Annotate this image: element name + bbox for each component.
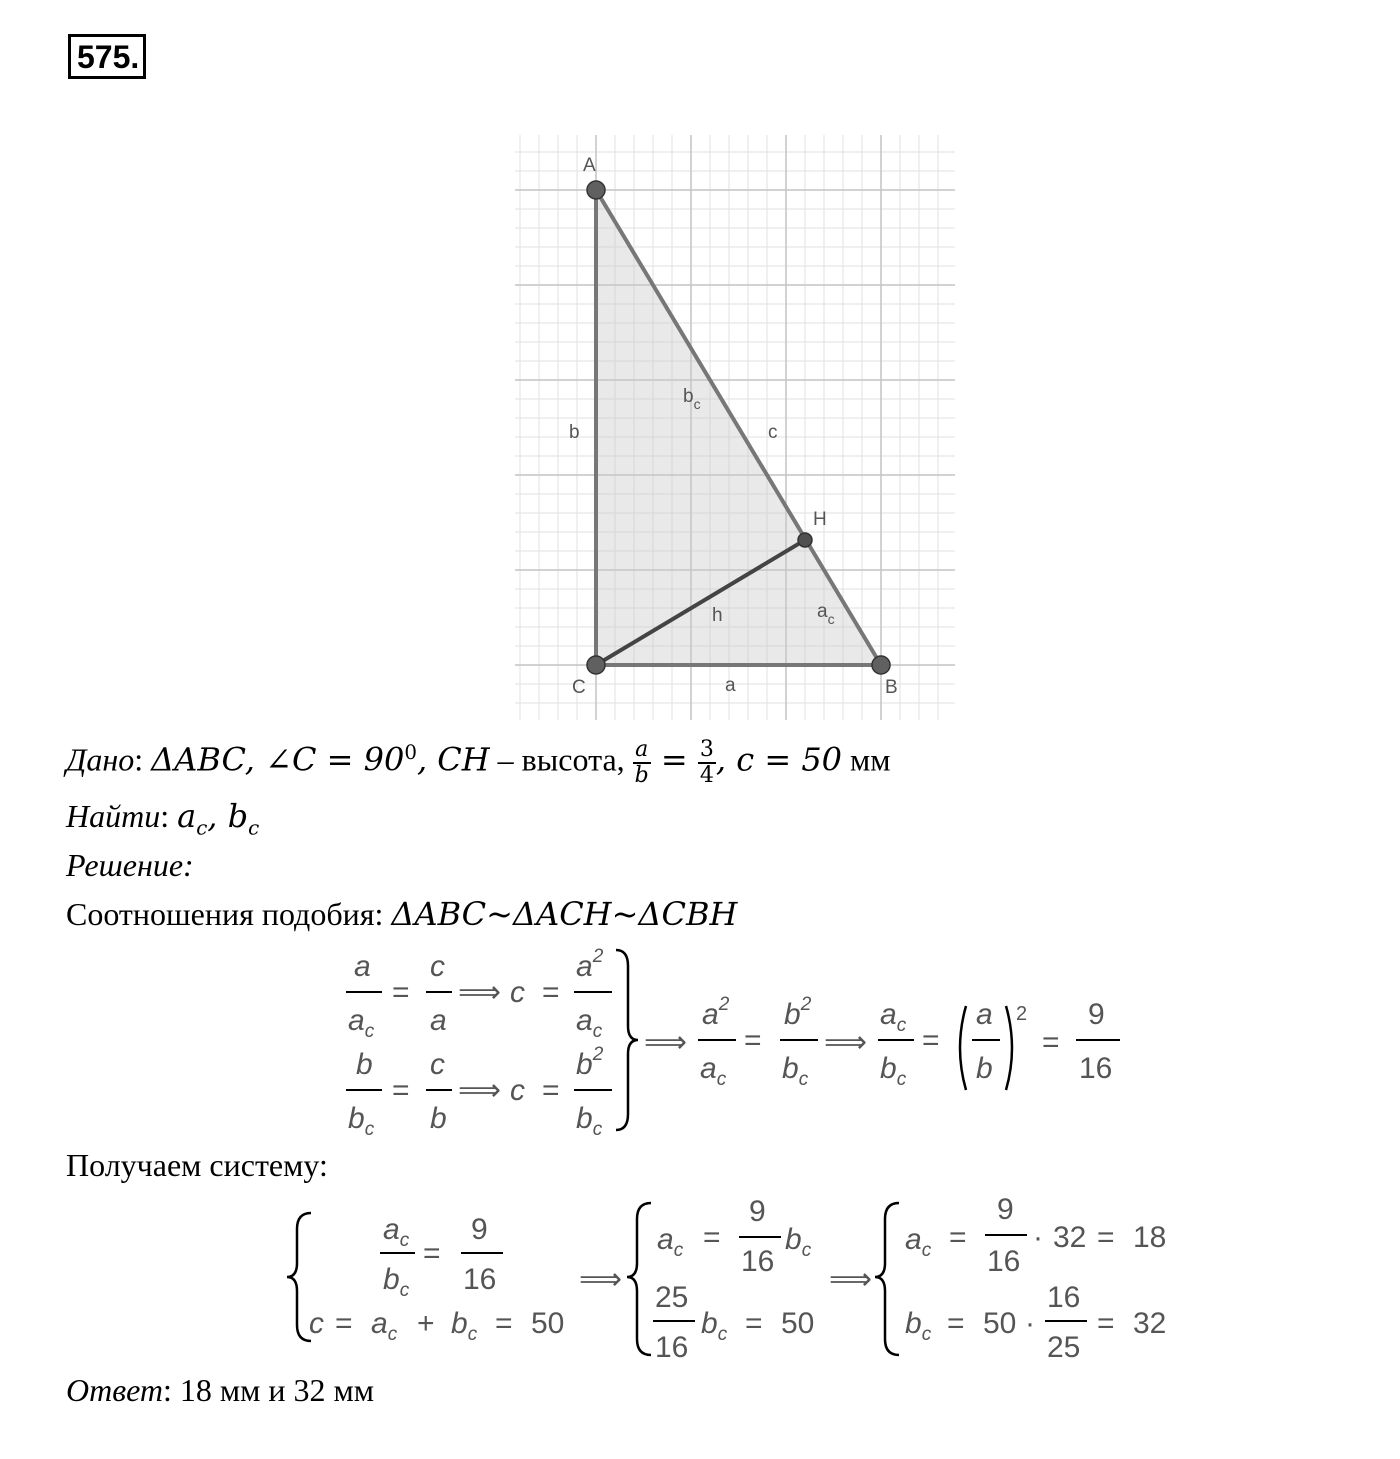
svg-text:b: b (976, 1052, 993, 1085)
svg-text:16: 16 (1079, 1052, 1113, 1085)
svg-text:c: c (510, 976, 525, 1009)
svg-text:16: 16 (741, 1245, 775, 1278)
svg-text:bc: $b_c$ (383, 1263, 410, 1301)
svg-text:⟹: ⟹ (644, 1026, 688, 1059)
svg-text:=: = (495, 1307, 513, 1340)
svg-text:bc: $b_c$ (880, 1052, 907, 1090)
svg-text:+: + (417, 1307, 435, 1340)
system-intro: Получаем систему: (66, 1147, 328, 1183)
system-derivation (285, 1185, 1195, 1365)
svg-text:=: = (423, 1237, 441, 1270)
svg-text:bc: $b_c$ (905, 1307, 932, 1345)
svg-text:=: = (392, 1074, 410, 1107)
svg-text:a: a (976, 998, 993, 1031)
svg-text:a: a (354, 950, 371, 983)
label-c: C (572, 677, 586, 698)
svg-text:c: c (309, 1307, 324, 1340)
svg-text:=: = (745, 1307, 763, 1340)
svg-text:a: a (430, 1004, 447, 1037)
svg-text:=: = (922, 1024, 940, 1057)
svg-text:ac: $a_c$ (371, 1307, 398, 1345)
triangle-figure (515, 135, 955, 720)
svg-text:16: 16 (463, 1263, 497, 1296)
svg-text:2: 2 (1016, 1003, 1028, 1025)
svg-text:bc: $b_c$ (576, 1102, 603, 1140)
svg-text:bc: $b_c$ (785, 1223, 812, 1261)
similarity-derivation (330, 940, 1130, 1140)
given-line: Дано: ΔABC, ∠C = $90^0$, CH – высота, $\frac{a}{b}$ = $\frac{3}{4}$ , c = 50 мм (66, 737, 891, 789)
svg-text:50: 50 (983, 1307, 1017, 1340)
svg-text:16: 16 (655, 1331, 689, 1364)
svg-text:25: 25 (655, 1281, 689, 1314)
svg-text:ac: $a_c$ (348, 1004, 375, 1042)
svg-text:16: 16 (987, 1245, 1021, 1278)
svg-text:⟹: ⟹ (829, 1263, 873, 1296)
label-bc: $b_c$ (683, 386, 701, 412)
svg-text:bc: $b_c$ (782, 1052, 809, 1090)
label-h: H (813, 509, 827, 530)
solution-label: Решение: (66, 847, 194, 883)
similarity-line: Соотношения подобия: ΔABC~ΔACH~ΔCBH (66, 895, 738, 933)
svg-text:·: · (1025, 1307, 1035, 1340)
label-a: A (583, 155, 596, 176)
svg-text:⟹: ⟹ (824, 1026, 868, 1059)
svg-text:ac: $a_c$ (657, 1223, 684, 1261)
point-a (587, 181, 605, 199)
svg-text:b: b (356, 1048, 373, 1081)
answer-line: Ответ: 18 мм и 32 мм (66, 1372, 375, 1408)
svg-text:ac: $a_c$ (880, 998, 907, 1036)
svg-text:bc: $b_c$ (451, 1307, 478, 1345)
given-ratio: $\frac{a}{b}$ (634, 737, 649, 789)
svg-text:b: b (430, 1102, 447, 1135)
svg-text:c: c (430, 1048, 445, 1081)
svg-text:=: = (542, 1074, 560, 1107)
svg-text:⟹: ⟹ (579, 1263, 623, 1296)
svg-text:32: 32 (1053, 1221, 1087, 1254)
point-h (798, 533, 812, 547)
label-b: B (885, 677, 898, 698)
svg-text:=: = (1042, 1026, 1060, 1059)
svg-text:a2: $a^2$ (702, 994, 730, 1031)
svg-text:=: = (335, 1307, 353, 1340)
svg-text:bc: $b_c$ (701, 1307, 728, 1345)
svg-text:b2: $b^2$ (784, 994, 812, 1031)
svg-text:9: 9 (749, 1195, 766, 1228)
svg-text:⟹: ⟹ (458, 1074, 502, 1107)
point-c (587, 656, 605, 674)
svg-text:9: 9 (997, 1193, 1014, 1226)
svg-text:=: = (392, 976, 410, 1009)
svg-text:ac: $a_c$ (700, 1052, 727, 1090)
svg-text:⟹: ⟹ (458, 976, 502, 1009)
svg-text:32: 32 (1133, 1307, 1167, 1340)
svg-text:50: 50 (781, 1307, 815, 1340)
svg-text:=: = (947, 1307, 965, 1340)
label-h-side: h (712, 605, 723, 626)
svg-text:ac: $a_c$ (905, 1223, 932, 1261)
label-a-side: a (725, 675, 736, 696)
find-line: Найти: $a_c$, $b_c$ (66, 797, 260, 840)
given-ratio-value: $\frac{3}{4}$ (699, 737, 714, 789)
svg-text:ac: $a_c$ (383, 1213, 410, 1251)
svg-text:9: 9 (1088, 998, 1105, 1031)
label-ac: $a_c$ (817, 601, 835, 627)
svg-text:b2: $b^2$ (576, 1044, 604, 1081)
svg-text:=: = (1097, 1307, 1115, 1340)
svg-text:bc: $b_c$ (348, 1102, 375, 1140)
svg-text:=: = (949, 1221, 967, 1254)
svg-text:c: c (430, 950, 445, 983)
label-b-side: b (569, 422, 580, 443)
svg-text:·: · (1033, 1221, 1043, 1254)
svg-text:50: 50 (531, 1307, 565, 1340)
svg-text:c: c (510, 1074, 525, 1107)
label-c-side: c (768, 422, 778, 443)
svg-text:25: 25 (1047, 1331, 1081, 1364)
problem-number: 575. (68, 34, 146, 79)
svg-text:16: 16 (1047, 1281, 1081, 1314)
svg-text:=: = (703, 1221, 721, 1254)
svg-text:9: 9 (471, 1213, 488, 1246)
svg-text:18: 18 (1133, 1221, 1167, 1254)
svg-text:ac: $a_c$ (576, 1004, 603, 1042)
svg-text:=: = (744, 1024, 762, 1057)
point-b (872, 656, 890, 674)
svg-text:a2: $a^2$ (576, 946, 604, 983)
svg-text:=: = (1097, 1221, 1115, 1254)
svg-text:=: = (542, 976, 560, 1009)
